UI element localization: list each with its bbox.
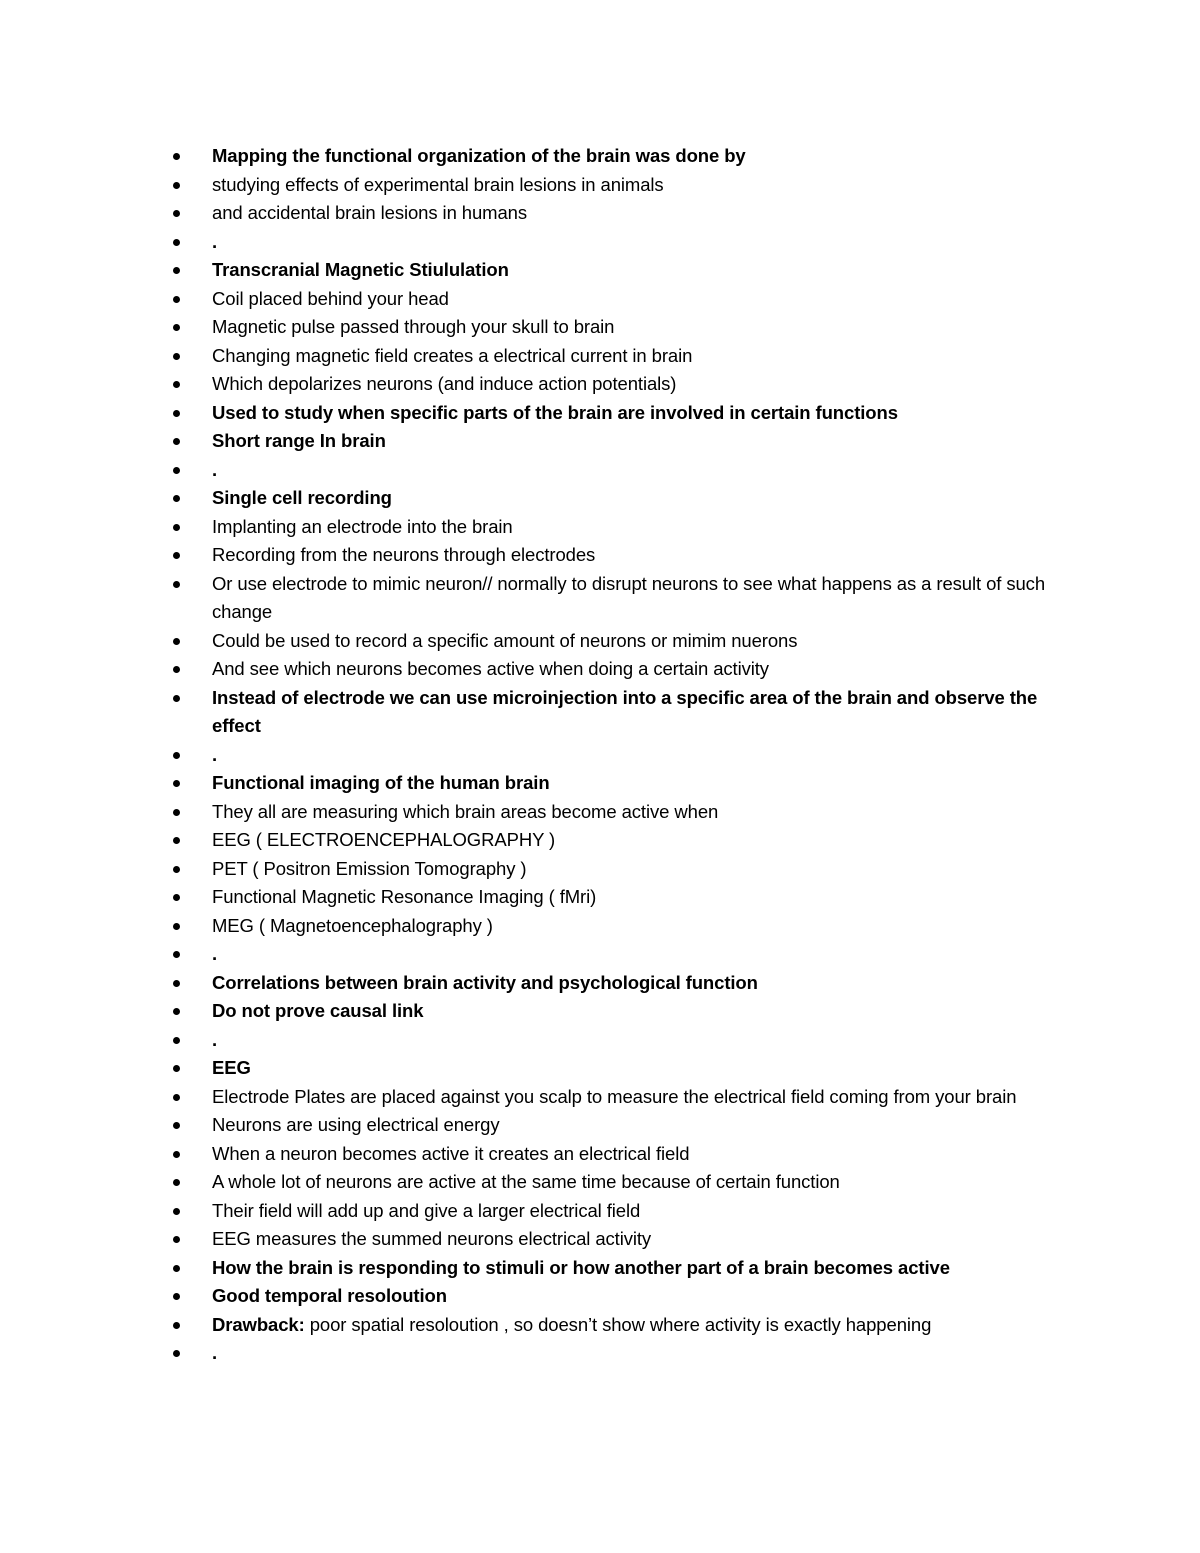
list-item-text: . <box>212 458 218 480</box>
list-item-text: Could be used to record a specific amount of neurons or mimim nuerons <box>212 629 798 651</box>
bullet-icon <box>173 894 180 901</box>
list-item <box>212 484 1072 513</box>
bullet-icon <box>173 1179 180 1186</box>
list-item-text: EEG <box>212 1057 251 1078</box>
list-item <box>212 1225 1072 1254</box>
list-item-text: . <box>212 943 218 964</box>
list-item <box>212 1140 1072 1169</box>
list-item <box>212 684 1072 741</box>
list-item-text: . <box>212 743 218 765</box>
bullet-icon <box>173 1236 180 1243</box>
bullet-icon <box>173 410 180 417</box>
list-item-text: They all are measuring which brain areas become active when <box>212 800 719 822</box>
bullet-icon <box>173 837 180 844</box>
bullet-icon <box>173 1094 180 1101</box>
list-item-text: Used to study when specific parts of the brain are involved in certain functions <box>212 401 898 423</box>
list-item-text: Or use electrode to mimic neuron// normally to disrupt neurons to see what happens as a result of such change <box>212 572 1046 622</box>
list-item-text: A whole lot of neurons are active at the same time because of certain function <box>212 1171 840 1192</box>
list-item <box>212 627 1072 656</box>
list-item-text: studying effects of experimental brain lesions in animals <box>212 173 664 195</box>
list-item <box>212 1026 1072 1055</box>
list-item-text: EEG ( ELECTROENCEPHALOGRAPHY ) <box>212 829 556 850</box>
list-item <box>212 342 1072 371</box>
list-item-text: Recording from the neurons through electrodes <box>212 544 596 565</box>
list-item <box>212 741 1072 770</box>
list-item <box>212 997 1072 1026</box>
list-item <box>212 940 1072 969</box>
list-item <box>212 855 1072 884</box>
list-item <box>212 1111 1072 1140</box>
list-item <box>212 969 1072 998</box>
bullet-icon <box>173 1265 180 1272</box>
list-item-text: Short range In brain <box>212 430 386 451</box>
list-item-text: Neurons are using electrical energy <box>212 1114 500 1135</box>
list-item <box>212 228 1072 257</box>
list-item <box>212 1254 1072 1283</box>
bullet-icon <box>173 1151 180 1158</box>
list-item-text: Their field will add up and give a larger electrical field <box>212 1199 641 1221</box>
list-item-lead: Drawback: <box>212 1313 305 1335</box>
list-item <box>212 171 1072 200</box>
list-item <box>212 769 1072 798</box>
notes-list <box>212 142 1072 1368</box>
list-item-text: . <box>212 230 218 252</box>
bullet-icon <box>173 666 180 673</box>
bullet-icon <box>173 923 180 930</box>
list-item-text: Instead of electrode we can use microinjection into a specific area of the brain and observe the effect <box>212 686 1038 736</box>
list-item-text: Functional imaging of the human brain <box>212 772 550 793</box>
list-item-text: . <box>212 1342 218 1363</box>
list-item-text: Changing magnetic field creates a electrical current in brain <box>212 344 693 366</box>
list-item-text: When a neuron becomes active it creates an electrical field <box>212 1142 690 1164</box>
list-item-text: Do not prove causal link <box>212 1000 424 1021</box>
list-item-text: Correlations between brain activity and psychological function <box>212 971 758 993</box>
list-item <box>212 427 1072 456</box>
list-item <box>212 456 1072 485</box>
bullet-icon <box>173 980 180 987</box>
list-item <box>212 1339 1072 1368</box>
bullet-icon <box>173 809 180 816</box>
bullet-icon <box>173 467 180 474</box>
bullet-icon <box>173 1322 180 1329</box>
bullet-icon <box>173 752 180 759</box>
list-item-text: Single cell recording <box>212 487 392 508</box>
list-item <box>212 912 1072 941</box>
list-item <box>212 399 1072 428</box>
list-item-text: Transcranial Magnetic Stiululation <box>212 259 509 280</box>
bullet-icon <box>173 267 180 274</box>
bullet-icon <box>173 381 180 388</box>
bullet-icon <box>173 780 180 787</box>
list-item-text: PET ( Positron Emission Tomography ) <box>212 857 527 879</box>
list-item <box>212 1168 1072 1197</box>
bullet-icon <box>173 495 180 502</box>
list-item <box>212 655 1072 684</box>
bullet-icon <box>173 695 180 702</box>
bullet-icon <box>173 1008 180 1015</box>
list-item-text: How the brain is responding to stimuli or how another part of a brain becomes active <box>212 1256 950 1278</box>
list-item <box>212 513 1072 542</box>
list-item-text: Functional Magnetic Resonance Imaging ( fMri) <box>212 886 597 907</box>
bullet-icon <box>173 438 180 445</box>
bullet-icon <box>173 524 180 531</box>
list-item <box>212 1083 1072 1112</box>
bullet-icon <box>173 1037 180 1044</box>
list-item-text: EEG measures the summed neurons electrical activity <box>212 1228 652 1249</box>
list-item-text: MEG ( Magnetoencephalography ) <box>212 914 493 936</box>
list-item-text: And see which neurons becomes active when doing a certain activity <box>212 658 769 679</box>
list-item <box>212 313 1072 342</box>
list-item <box>212 541 1072 570</box>
list-item-text: and accidental brain lesions in humans <box>212 202 528 223</box>
list-item <box>212 1282 1072 1311</box>
bullet-icon <box>173 324 180 331</box>
list-item <box>212 883 1072 912</box>
list-item-text: Magnetic pulse passed through your skull to brain <box>212 316 615 337</box>
bullet-icon <box>173 153 180 160</box>
list-item-text: Good temporal resoloution <box>212 1285 447 1306</box>
list-item <box>212 142 1072 171</box>
list-item-text: Mapping the functional organization of the brain was done by <box>212 145 746 166</box>
bullet-icon <box>173 182 180 189</box>
bullet-icon <box>173 353 180 360</box>
list-item <box>212 1197 1072 1226</box>
list-item <box>212 285 1072 314</box>
list-item-text: Which depolarizes neurons (and induce action potentials) <box>212 373 677 394</box>
list-item <box>212 826 1072 855</box>
bullet-icon <box>173 239 180 246</box>
list-item-text: Coil placed behind your head <box>212 287 449 309</box>
bullet-icon <box>173 1208 180 1215</box>
list-item <box>212 256 1072 285</box>
list-item-text: Electrode Plates are placed against you scalp to measure the electrical field coming from your brain <box>212 1085 1017 1107</box>
list-item-text: poor spatial resoloution , so doesn’t show where activity is exactly happening <box>304 1313 932 1335</box>
list-item <box>212 1054 1072 1083</box>
bullet-icon <box>173 638 180 645</box>
bullet-icon <box>173 581 180 588</box>
list-item <box>212 1311 1072 1340</box>
list-item-text: Implanting an electrode into the brain <box>212 515 513 537</box>
list-item <box>212 370 1072 399</box>
bullet-icon <box>173 951 180 958</box>
list-item <box>212 199 1072 228</box>
bullet-icon <box>173 552 180 559</box>
list-item <box>212 570 1072 627</box>
list-item-text: . <box>212 1028 218 1050</box>
bullet-icon <box>173 1293 180 1300</box>
bullet-icon <box>173 1350 180 1357</box>
bullet-icon <box>173 1065 180 1072</box>
list-item <box>212 798 1072 827</box>
bullet-icon <box>173 1122 180 1129</box>
bullet-icon <box>173 866 180 873</box>
bullet-icon <box>173 296 180 303</box>
bullet-icon <box>173 210 180 217</box>
